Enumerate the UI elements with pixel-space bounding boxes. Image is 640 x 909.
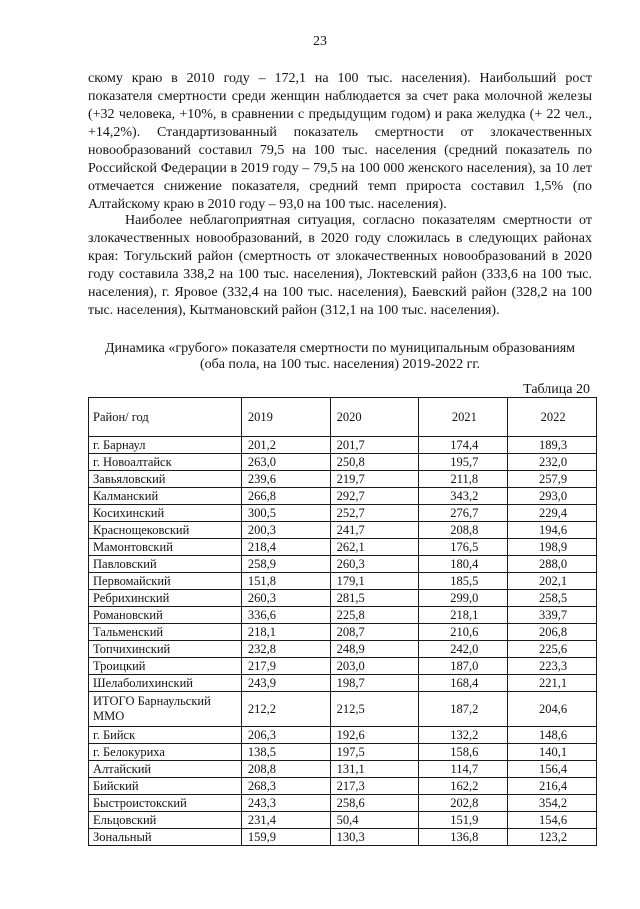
table-row <box>89 692 597 727</box>
table-row <box>89 761 597 778</box>
header-cell: 2022 <box>508 398 597 437</box>
row-value-cell: 219,7 <box>330 471 419 488</box>
row-value-cell: 336,6 <box>241 607 330 624</box>
row-value-cell: 123,2 <box>508 829 597 846</box>
table-row <box>89 658 597 675</box>
table-row <box>89 454 597 471</box>
table-caption <box>88 341 592 373</box>
row-value-cell: 203,0 <box>330 658 419 675</box>
table-row <box>89 539 597 556</box>
row-value-cell: 180,4 <box>419 556 508 573</box>
table-row <box>89 744 597 761</box>
row-value-cell: 151,8 <box>241 573 330 590</box>
row-name-cell: Косихинский <box>89 505 242 522</box>
row-value-cell: 206,3 <box>241 727 330 744</box>
row-value-cell: 231,4 <box>241 812 330 829</box>
row-name-cell: Шелаболихинский <box>89 675 242 692</box>
row-value-cell: 354,2 <box>508 795 597 812</box>
row-value-cell: 162,2 <box>419 778 508 795</box>
table-label: Таблица 20 <box>523 382 590 397</box>
row-value-cell: 257,9 <box>508 471 597 488</box>
table-row <box>89 590 597 607</box>
row-value-cell: 217,3 <box>330 778 419 795</box>
row-value-cell: 158,6 <box>419 744 508 761</box>
row-name-cell: Первомайский <box>89 573 242 590</box>
row-name-cell: г. Новоалтайск <box>89 454 242 471</box>
row-value-cell: 221,1 <box>508 675 597 692</box>
row-value-cell: 300,5 <box>241 505 330 522</box>
row-value-cell: 50,4 <box>330 812 419 829</box>
row-value-cell: 130,3 <box>330 829 419 846</box>
row-value-cell: 217,9 <box>241 658 330 675</box>
row-value-cell: 192,6 <box>330 727 419 744</box>
row-value-cell: 114,7 <box>419 761 508 778</box>
row-name-cell: г. Бийск <box>89 727 242 744</box>
row-value-cell: 218,4 <box>241 539 330 556</box>
row-value-cell: 179,1 <box>330 573 419 590</box>
row-value-cell: 281,5 <box>330 590 419 607</box>
row-value-cell: 248,9 <box>330 641 419 658</box>
row-value-cell: 198,7 <box>330 675 419 692</box>
table-row <box>89 829 597 846</box>
row-value-cell: 185,5 <box>419 573 508 590</box>
header-cell: Район/ год <box>89 398 242 437</box>
row-name-cell: Тальменский <box>89 624 242 641</box>
table-row <box>89 641 597 658</box>
row-name-cell: Алтайский <box>89 761 242 778</box>
page-number: 23 <box>313 34 327 49</box>
row-value-cell: 258,9 <box>241 556 330 573</box>
row-value-cell: 260,3 <box>330 556 419 573</box>
row-value-cell: 200,3 <box>241 522 330 539</box>
row-name-cell: Троицкий <box>89 658 242 675</box>
mortality-table <box>88 397 597 846</box>
row-value-cell: 266,8 <box>241 488 330 505</box>
row-name-cell: Зональный <box>89 829 242 846</box>
row-value-cell: 202,1 <box>508 573 597 590</box>
row-value-cell: 148,6 <box>508 727 597 744</box>
row-value-cell: 197,5 <box>330 744 419 761</box>
table-row <box>89 675 597 692</box>
row-value-cell: 174,4 <box>419 437 508 454</box>
row-name-cell: Ельцовский <box>89 812 242 829</box>
paragraph-2: Наиболее неблагоприятная ситуация, согласно показателям смертности от злокачественных новообразований, в 2020 году сложилась в следующих районах края: Тогульский район (смертность от злокачественных новообразований в 2020 году составила 338,2 на 100 тыс. населения), Локтевский район (333,6 на 100 тыс. населения), г. Яровое (332,4 на 100 тыс. населения), Баевский район (328,2 на 100 тыс. населения), Кытмановский район (312,1 на 100 тыс. населения). <box>88 213 592 318</box>
table-row <box>89 488 597 505</box>
row-name-cell: Романовский <box>89 607 242 624</box>
row-name-cell: Краснощековский <box>89 522 242 539</box>
row-name-cell: г. Белокуриха <box>89 744 242 761</box>
row-name-cell: ИТОГО Барнаульский ММО <box>89 692 242 727</box>
header-cell: 2021 <box>419 398 508 437</box>
row-value-cell: 343,2 <box>419 488 508 505</box>
row-value-cell: 138,5 <box>241 744 330 761</box>
row-value-cell: 218,1 <box>241 624 330 641</box>
table-row <box>89 505 597 522</box>
row-value-cell: 136,8 <box>419 829 508 846</box>
table-row <box>89 471 597 488</box>
row-value-cell: 241,7 <box>330 522 419 539</box>
row-value-cell: 208,8 <box>419 522 508 539</box>
row-name-cell: г. Барнаул <box>89 437 242 454</box>
row-value-cell: 201,7 <box>330 437 419 454</box>
row-value-cell: 210,6 <box>419 624 508 641</box>
row-value-cell: 212,5 <box>330 692 419 727</box>
row-name-cell: Ребрихинский <box>89 590 242 607</box>
row-value-cell: 225,6 <box>508 641 597 658</box>
row-value-cell: 204,6 <box>508 692 597 727</box>
row-value-cell: 208,8 <box>241 761 330 778</box>
paragraph-1: скому краю в 2010 году – 172,1 на 100 тыс. населения). Наибольший рост показателя смертности среди женщин наблюдается за счет рака молочной железы (+32 человека, +10%, в сравнении с предыдущим годом) и рака желудка (+ 22 чел., +14,2%). Стандартизованный показатель смертности от злокачественных новообразований составил 79,5 на 100 тыс. населения (средний показатель по Российской Федерации в 2019 году – 79,5 на 100 000 женского населения), за 10 лет отмечается снижение показателя, средний темп прироста составил 1,5% (по Алтайскому краю в 2010 году – 93,0 на 100 тыс. населения). <box>88 71 592 212</box>
row-value-cell: 260,3 <box>241 590 330 607</box>
row-value-cell: 288,0 <box>508 556 597 573</box>
row-name-cell: Завьяловский <box>89 471 242 488</box>
row-value-cell: 243,9 <box>241 675 330 692</box>
row-value-cell: 276,7 <box>419 505 508 522</box>
row-value-cell: 154,6 <box>508 812 597 829</box>
table-caption-line1: Динамика «грубого» показателя смертности по муниципальным образованиям <box>104 341 576 356</box>
header-cell: 2019 <box>241 398 330 437</box>
table-row <box>89 727 597 744</box>
row-value-cell: 293,0 <box>508 488 597 505</box>
row-value-cell: 232,0 <box>508 454 597 471</box>
row-value-cell: 258,5 <box>508 590 597 607</box>
row-name-cell: Быстроистокский <box>89 795 242 812</box>
row-value-cell: 339,7 <box>508 607 597 624</box>
row-name-cell: Калманский <box>89 488 242 505</box>
row-name-cell: Павловский <box>89 556 242 573</box>
table-row <box>89 812 597 829</box>
row-value-cell: 239,6 <box>241 471 330 488</box>
table-row <box>89 573 597 590</box>
row-value-cell: 225,8 <box>330 607 419 624</box>
table-caption-line2: (оба пола, на 100 тыс. населения) 2019-2022 гг. <box>199 357 481 372</box>
row-value-cell: 212,2 <box>241 692 330 727</box>
row-name-cell: Бийский <box>89 778 242 795</box>
row-value-cell: 189,3 <box>508 437 597 454</box>
row-value-cell: 208,7 <box>330 624 419 641</box>
row-value-cell: 263,0 <box>241 454 330 471</box>
table-row <box>89 624 597 641</box>
row-value-cell: 187,2 <box>419 692 508 727</box>
row-value-cell: 229,4 <box>508 505 597 522</box>
row-value-cell: 250,8 <box>330 454 419 471</box>
header-cell: 2020 <box>330 398 419 437</box>
row-value-cell: 176,5 <box>419 539 508 556</box>
row-value-cell: 216,4 <box>508 778 597 795</box>
row-value-cell: 202,8 <box>419 795 508 812</box>
row-value-cell: 194,6 <box>508 522 597 539</box>
table-row <box>89 437 597 454</box>
row-value-cell: 201,2 <box>241 437 330 454</box>
row-value-cell: 140,1 <box>508 744 597 761</box>
row-name-cell: Топчихинский <box>89 641 242 658</box>
row-value-cell: 299,0 <box>419 590 508 607</box>
table-header-row <box>89 398 597 437</box>
row-name-cell: Мамонтовский <box>89 539 242 556</box>
row-value-cell: 132,2 <box>419 727 508 744</box>
row-value-cell: 168,4 <box>419 675 508 692</box>
row-value-cell: 243,3 <box>241 795 330 812</box>
row-value-cell: 151,9 <box>419 812 508 829</box>
row-value-cell: 206,8 <box>508 624 597 641</box>
row-value-cell: 131,1 <box>330 761 419 778</box>
row-value-cell: 211,8 <box>419 471 508 488</box>
row-value-cell: 242,0 <box>419 641 508 658</box>
table-row <box>89 607 597 624</box>
row-value-cell: 258,6 <box>330 795 419 812</box>
row-value-cell: 156,4 <box>508 761 597 778</box>
row-value-cell: 292,7 <box>330 488 419 505</box>
row-value-cell: 198,9 <box>508 539 597 556</box>
table-row <box>89 778 597 795</box>
row-value-cell: 223,3 <box>508 658 597 675</box>
row-value-cell: 268,3 <box>241 778 330 795</box>
row-value-cell: 232,8 <box>241 641 330 658</box>
table-row <box>89 556 597 573</box>
row-value-cell: 159,9 <box>241 829 330 846</box>
row-value-cell: 195,7 <box>419 454 508 471</box>
row-value-cell: 218,1 <box>419 607 508 624</box>
row-value-cell: 187,0 <box>419 658 508 675</box>
table-row <box>89 522 597 539</box>
table-row <box>89 795 597 812</box>
row-value-cell: 252,7 <box>330 505 419 522</box>
row-value-cell: 262,1 <box>330 539 419 556</box>
